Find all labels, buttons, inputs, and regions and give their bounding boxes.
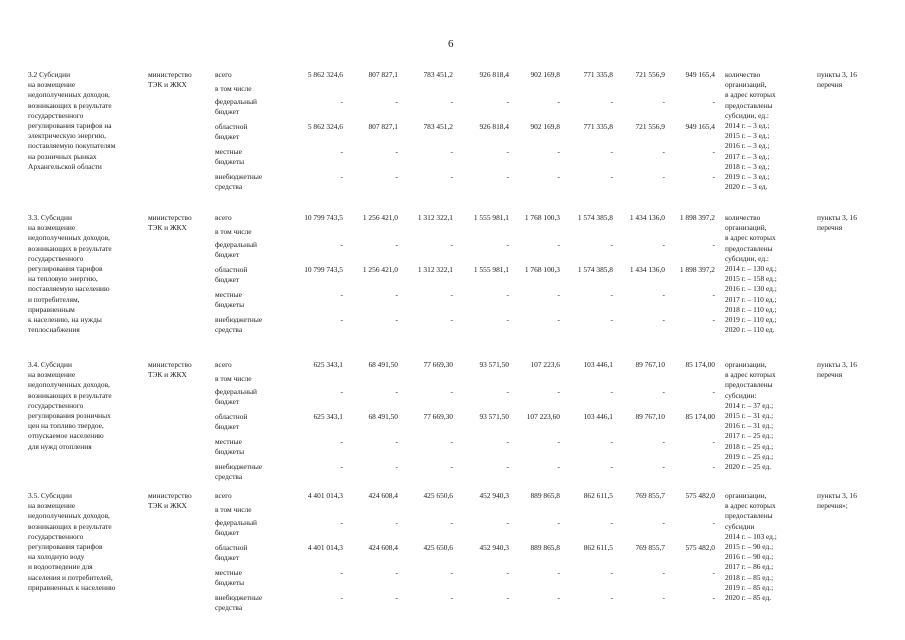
- funding-source: всего: [215, 360, 232, 369]
- amount-cell: -: [610, 518, 613, 527]
- amount-cell: 425 650,6: [423, 491, 453, 500]
- amount-cell: -: [506, 462, 509, 471]
- amount-cell: 1 768 100,3: [524, 265, 560, 274]
- amount-cell: 1 555 981,1: [473, 213, 509, 222]
- amount-cell: -: [395, 387, 398, 396]
- indicator-text: количество организаций, в адрес которых предоставлены субсидии, ед.: 2014 г. – 130 ед.; 2015 г. – 158 ед.; 2016 г. – 130 ед.; 2017 г. – 110 ед.; 2018 г. – 110 ед.; 2019 г. – 110 ед.; 2020 г. – 110 ед.: [725, 213, 777, 335]
- amount-cell: 85 174,00: [685, 412, 715, 421]
- amount-cell: -: [395, 518, 398, 527]
- amount-cell: 1 555 981,1: [473, 265, 509, 274]
- amount-cell: -: [395, 462, 398, 471]
- amount-cell: 949 165,4: [685, 122, 715, 131]
- amount-cell: 575 482,0: [685, 491, 715, 500]
- amount-cell: -: [450, 147, 453, 156]
- amount-cell: -: [662, 518, 665, 527]
- amount-cell: 769 855,7: [635, 543, 665, 552]
- amount-cell: 721 556,9: [635, 122, 665, 131]
- amount-cell: -: [610, 462, 613, 471]
- amount-cell: -: [340, 568, 343, 577]
- amount-cell: -: [662, 437, 665, 446]
- amount-cell: -: [557, 518, 560, 527]
- amount-cell: -: [610, 437, 613, 446]
- amount-cell: -: [506, 290, 509, 299]
- amount-cell: 5 862 324,6: [307, 122, 343, 131]
- amount-cell: -: [712, 240, 715, 249]
- amount-cell: -: [340, 240, 343, 249]
- amount-cell: -: [610, 147, 613, 156]
- amount-cell: -: [395, 240, 398, 249]
- amount-cell: -: [340, 462, 343, 471]
- amount-cell: 575 482,0: [685, 543, 715, 552]
- amount-cell: -: [712, 518, 715, 527]
- amount-cell: 862 611,5: [583, 491, 613, 500]
- amount-cell: 93 571,50: [479, 412, 509, 421]
- amount-cell: 452 940,3: [479, 491, 509, 500]
- amount-cell: 89 767,10: [635, 360, 665, 369]
- funding-source: местные бюджеты: [215, 437, 245, 457]
- amount-cell: -: [450, 97, 453, 106]
- amount-cell: 1 898 397,2: [679, 213, 715, 222]
- amount-cell: -: [662, 290, 665, 299]
- amount-cell: -: [712, 172, 715, 181]
- amount-cell: 1 434 136,0: [629, 265, 665, 274]
- amount-cell: 889 865,8: [530, 543, 560, 552]
- page-number: 6: [448, 38, 454, 50]
- measure-title: 3.5. Субсидии на возмещение недополученных доходов, возникающих в результате государственного регулирования тарифов на холодную воду и водоотведение для населения и потребителей, приравненных к населению: [28, 491, 116, 592]
- amount-cell: -: [395, 315, 398, 324]
- funding-source: всего: [215, 70, 232, 79]
- amount-cell: 1 312 322,1: [417, 213, 453, 222]
- amount-cell: -: [340, 518, 343, 527]
- measure-title: 3.3. Субсидии на возмещение недополученных доходов, возникающих в результате государственного регулирования тарифов на тепловую энергию, поставляемую населению и потребителям, приравненным к населению, на нужды теплоснабжения: [28, 213, 112, 335]
- executor: министерство ТЭК и ЖКХ: [148, 360, 192, 380]
- amount-cell: 1 434 136,0: [629, 213, 665, 222]
- funding-source: внебюджетные средства: [215, 315, 263, 335]
- funding-source: в том числе: [215, 227, 252, 236]
- amount-cell: -: [450, 315, 453, 324]
- amount-cell: 5 862 324,6: [307, 70, 343, 79]
- reference-points: пункты 3, 16 перечня»;: [817, 491, 857, 511]
- amount-cell: -: [610, 240, 613, 249]
- amount-cell: 424 608,4: [368, 491, 398, 500]
- amount-cell: -: [506, 240, 509, 249]
- funding-source: в том числе: [215, 84, 252, 93]
- amount-cell: -: [610, 593, 613, 602]
- amount-cell: 926 818,4: [479, 70, 509, 79]
- funding-source: областной бюджет: [215, 265, 248, 285]
- amount-cell: -: [712, 315, 715, 324]
- amount-cell: -: [395, 97, 398, 106]
- amount-cell: -: [506, 568, 509, 577]
- amount-cell: -: [557, 593, 560, 602]
- amount-cell: 926 818,4: [479, 122, 509, 131]
- amount-cell: 1 768 100,3: [524, 213, 560, 222]
- amount-cell: -: [662, 593, 665, 602]
- amount-cell: -: [662, 97, 665, 106]
- amount-cell: 807 827,1: [368, 122, 398, 131]
- amount-cell: -: [450, 462, 453, 471]
- funding-source: областной бюджет: [215, 412, 248, 432]
- amount-cell: -: [395, 437, 398, 446]
- reference-points: пункты 3, 16 перечня: [817, 360, 857, 380]
- amount-cell: -: [557, 172, 560, 181]
- executor: министерство ТЭК и ЖКХ: [148, 213, 192, 233]
- amount-cell: 85 174,00: [685, 360, 715, 369]
- executor: министерство ТЭК и ЖКХ: [148, 491, 192, 511]
- amount-cell: 902 169,8: [530, 70, 560, 79]
- amount-cell: -: [662, 462, 665, 471]
- amount-cell: -: [712, 387, 715, 396]
- amount-cell: -: [662, 315, 665, 324]
- amount-cell: 424 608,4: [368, 543, 398, 552]
- funding-source: федеральный бюджет: [215, 97, 257, 117]
- amount-cell: -: [506, 387, 509, 396]
- funding-source: областной бюджет: [215, 122, 248, 142]
- amount-cell: -: [610, 172, 613, 181]
- amount-cell: 77 669,30: [423, 412, 453, 421]
- funding-source: внебюджетные средства: [215, 172, 263, 192]
- amount-cell: -: [557, 568, 560, 577]
- amount-cell: -: [506, 97, 509, 106]
- amount-cell: 1 898 397,2: [679, 265, 715, 274]
- amount-cell: -: [506, 593, 509, 602]
- funding-source: местные бюджеты: [215, 568, 245, 588]
- amount-cell: -: [712, 593, 715, 602]
- amount-cell: -: [395, 290, 398, 299]
- amount-cell: -: [662, 240, 665, 249]
- amount-cell: 1 256 421,0: [362, 265, 398, 274]
- amount-cell: -: [395, 568, 398, 577]
- amount-cell: -: [662, 387, 665, 396]
- amount-cell: 783 451,2: [423, 70, 453, 79]
- amount-cell: -: [506, 172, 509, 181]
- funding-source: местные бюджеты: [215, 290, 245, 310]
- amount-cell: -: [450, 518, 453, 527]
- amount-cell: -: [662, 147, 665, 156]
- amount-cell: -: [662, 172, 665, 181]
- amount-cell: 721 556,9: [635, 70, 665, 79]
- amount-cell: -: [395, 172, 398, 181]
- amount-cell: -: [662, 568, 665, 577]
- indicator-text: организации, в адрес которых предоставлены субсидии: 2014 г. – 37 ед.; 2015 г. – 31 ед.; 2016 г. – 31 ед.; 2017 г. – 25 ед.; 2018 г. – 25 ед.; 2019 г. – 25 ед.; 2020 г. – 25 ед.: [725, 360, 776, 472]
- amount-cell: -: [557, 97, 560, 106]
- amount-cell: -: [557, 147, 560, 156]
- amount-cell: -: [506, 437, 509, 446]
- funding-source: внебюджетные средства: [215, 462, 263, 482]
- funding-source: всего: [215, 491, 232, 500]
- amount-cell: -: [340, 147, 343, 156]
- amount-cell: 10 799 743,5: [304, 265, 343, 274]
- funding-source: в том числе: [215, 505, 252, 514]
- amount-cell: -: [450, 593, 453, 602]
- amount-cell: 77 669,30: [423, 360, 453, 369]
- funding-source: внебюджетные средства: [215, 593, 263, 613]
- amount-cell: -: [340, 172, 343, 181]
- amount-cell: -: [712, 97, 715, 106]
- amount-cell: 68 491,50: [368, 412, 398, 421]
- amount-cell: -: [610, 387, 613, 396]
- amount-cell: 625 343,1: [313, 412, 343, 421]
- amount-cell: -: [395, 593, 398, 602]
- amount-cell: -: [340, 315, 343, 324]
- amount-cell: -: [610, 315, 613, 324]
- reference-points: пункты 3, 16 перечня: [817, 70, 857, 90]
- amount-cell: -: [610, 290, 613, 299]
- amount-cell: -: [712, 568, 715, 577]
- amount-cell: 807 827,1: [368, 70, 398, 79]
- amount-cell: -: [557, 315, 560, 324]
- amount-cell: 625 343,1: [313, 360, 343, 369]
- funding-source: федеральный бюджет: [215, 240, 257, 260]
- reference-points: пункты 3, 16 перечня: [817, 213, 857, 233]
- amount-cell: 783 451,2: [423, 122, 453, 131]
- amount-cell: -: [340, 437, 343, 446]
- amount-cell: 107 223,60: [526, 412, 560, 421]
- amount-cell: 1 574 385,8: [577, 265, 613, 274]
- amount-cell: 769 855,7: [635, 491, 665, 500]
- amount-cell: 103 446,1: [583, 412, 613, 421]
- amount-cell: 862 611,5: [583, 543, 613, 552]
- amount-cell: 93 571,50: [479, 360, 509, 369]
- amount-cell: 1 312 322,1: [417, 265, 453, 274]
- amount-cell: -: [610, 568, 613, 577]
- amount-cell: -: [506, 147, 509, 156]
- amount-cell: -: [712, 290, 715, 299]
- amount-cell: -: [557, 240, 560, 249]
- amount-cell: 4 401 014,3: [307, 543, 343, 552]
- amount-cell: 452 940,3: [479, 543, 509, 552]
- amount-cell: -: [340, 290, 343, 299]
- amount-cell: 89 767,10: [635, 412, 665, 421]
- amount-cell: -: [340, 97, 343, 106]
- amount-cell: -: [557, 290, 560, 299]
- amount-cell: -: [450, 172, 453, 181]
- funding-source: федеральный бюджет: [215, 518, 257, 538]
- measure-title: 3.2 Субсидии на возмещение недополученных доходов, возникающих в результате государственного регулирования тарифов на электрическую энергию, поставляемую покупателям на розничных рынках Архангельской области: [28, 70, 116, 171]
- amount-cell: -: [712, 147, 715, 156]
- amount-cell: 771 335,8: [583, 70, 613, 79]
- amount-cell: 889 865,8: [530, 491, 560, 500]
- funding-source: федеральный бюджет: [215, 387, 257, 407]
- indicator-text: организации, в адрес которых предоставлены субсидии 2014 г. – 103 ед.; 2015 г. – 90 ед.; 2016 г. – 90 ед.; 2017 г. – 86 ед.; 2018 г. – 85 ед.; 2019 г. – 85 ед.; 2020 г. – 85 ед.: [725, 491, 777, 603]
- amount-cell: -: [712, 437, 715, 446]
- funding-source: всего: [215, 213, 232, 222]
- amount-cell: 68 491,50: [368, 360, 398, 369]
- amount-cell: 771 335,8: [583, 122, 613, 131]
- amount-cell: -: [340, 593, 343, 602]
- funding-source: местные бюджеты: [215, 147, 245, 167]
- amount-cell: -: [712, 462, 715, 471]
- amount-cell: 107 223,6: [530, 360, 560, 369]
- amount-cell: 103 446,1: [583, 360, 613, 369]
- amount-cell: 949 165,4: [685, 70, 715, 79]
- amount-cell: -: [450, 437, 453, 446]
- amount-cell: -: [450, 568, 453, 577]
- amount-cell: 4 401 014,3: [307, 491, 343, 500]
- amount-cell: -: [395, 147, 398, 156]
- amount-cell: 10 799 743,5: [304, 213, 343, 222]
- amount-cell: -: [506, 518, 509, 527]
- amount-cell: -: [340, 387, 343, 396]
- executor: министерство ТЭК и ЖКХ: [148, 70, 192, 90]
- amount-cell: 425 650,6: [423, 543, 453, 552]
- amount-cell: 902 169,8: [530, 122, 560, 131]
- amount-cell: -: [450, 290, 453, 299]
- amount-cell: -: [450, 387, 453, 396]
- amount-cell: -: [557, 437, 560, 446]
- amount-cell: 1 256 421,0: [362, 213, 398, 222]
- amount-cell: 1 574 385,8: [577, 213, 613, 222]
- amount-cell: -: [557, 387, 560, 396]
- amount-cell: -: [450, 240, 453, 249]
- indicator-text: количество организаций, в адрес которых предоставлены субсидии, ед.: 2014 г. – 3 ед.; 2015 г. – 3 ед.; 2016 г. – 3 ед.; 2017 г. – 3 ед.; 2018 г. – 3 ед.; 2019 г. – 3 ед.; 2020 г. – 3 ед.: [725, 70, 776, 192]
- measure-title: 3.4. Субсидии на возмещение недополученных доходов, возникающих в результате государственного регулирования розничных цен на топливо твердое, отпускаемое населению для нужд отопления: [28, 360, 112, 451]
- amount-cell: -: [557, 462, 560, 471]
- amount-cell: -: [506, 315, 509, 324]
- funding-source: в том числе: [215, 374, 252, 383]
- funding-source: областной бюджет: [215, 543, 248, 563]
- amount-cell: -: [610, 97, 613, 106]
